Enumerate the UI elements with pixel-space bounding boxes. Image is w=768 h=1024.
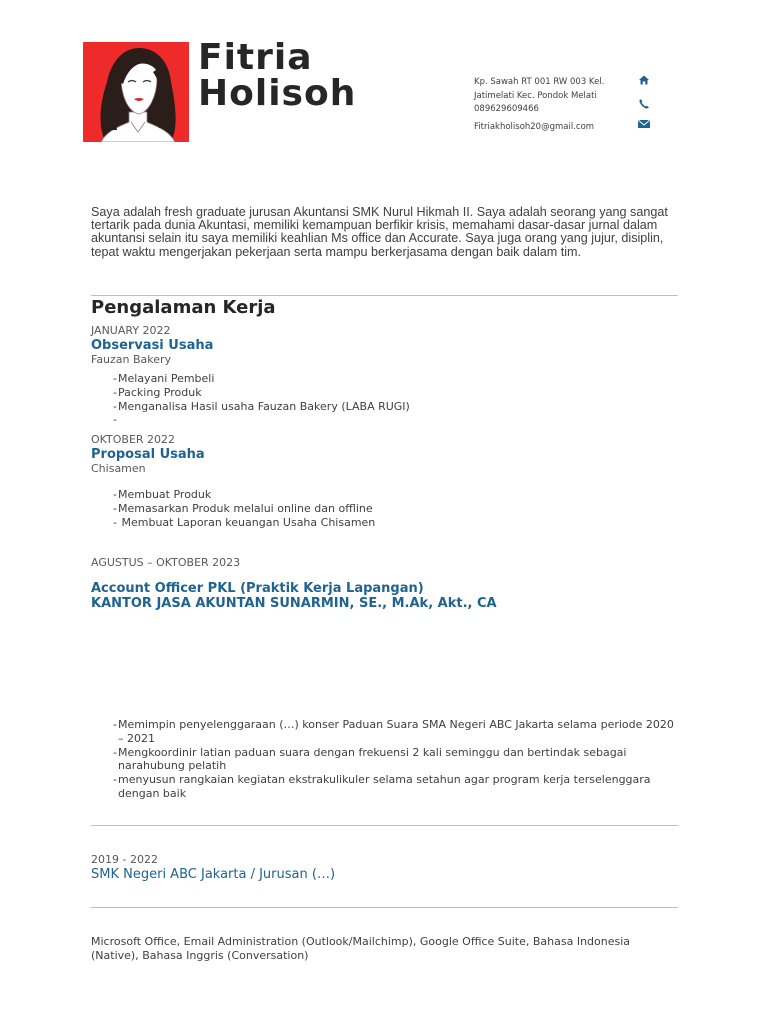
- job-duties-list: [91, 488, 375, 529]
- job-company: Fauzan Bakery: [91, 353, 172, 366]
- job-date: AGUSTUS – OKTOBER 2023: [91, 556, 241, 569]
- job-title: Account Officer PKL (Praktik Kerja Lapangan): [91, 581, 424, 596]
- home-icon: [637, 72, 651, 86]
- profile-photo: [83, 42, 189, 142]
- first-name: Fitria: [198, 37, 313, 78]
- last-name: Holisoh: [198, 73, 357, 114]
- portrait-illustration: [83, 42, 189, 142]
- skills-text: Microsoft Office, Email Administration (Outlook/Mailchimp), Google Office Suite, Bahasa Indonesia (Native), Bahasa Inggris (Conversation): [91, 935, 631, 962]
- job-title: Proposal Usaha: [91, 447, 205, 462]
- job-duties-list: [91, 372, 410, 427]
- job-company: KANTOR JASA AKUNTAN SUNARMIN, SE., M.Ak, Akt., CA: [91, 596, 497, 611]
- section-divider: [91, 825, 678, 826]
- job-duties-list: [91, 718, 676, 801]
- list-item: - Membuat Laporan keuangan Usaha Chisamen: [91, 516, 375, 530]
- education-school: SMK Negeri ABC Jakarta / Jurusan (…): [91, 867, 336, 882]
- section-divider: [91, 295, 678, 296]
- list-item: - Mengkoordinir latian paduan suara dengan frekuensi 2 kali seminggu dan bertindak sebagai narahubung pelatih: [91, 746, 676, 774]
- list-item: - menyusun rangkaian kegiatan ekstrakulikuler selama setahun agar program kerja terselenggara dengan baik: [91, 773, 676, 801]
- job-date: OKTOBER 2022: [91, 433, 176, 446]
- address-block: [474, 76, 604, 117]
- list-item: - Memimpin penyelenggaraan (…) konser Paduan Suara SMA Negeri ABC Jakarta selama periode 2020 – 2021: [91, 718, 676, 746]
- list-item: - Melayani Pembeli: [91, 372, 410, 386]
- list-item: - Menganalisa Hasil usaha Fauzan Bakery (LABA RUGI): [91, 400, 410, 414]
- profile-summary: Saya adalah fresh graduate jurusan Akuntansi SMK Nurul Hikmah II. Saya adalah seorang yang sangat tertarik pada dunia Akuntasi, memiliki kemampuan berfikir krisis, memahami dasar-dasar jurnal dalam akuntansi selain itu saya memiliki keahlian Ms office dan Accurate. Saya juga orang yang jujur, disiplin, tepat waktu mengerjakan pekerjaan serta mampu berkerjasama dengan baik dalam tim.: [91, 205, 668, 259]
- phone-icon: [637, 96, 651, 110]
- email-address: Fitriakholisoh20@gmail.com: [474, 122, 595, 132]
- education-date: 2019 - 2022: [91, 853, 158, 866]
- phone-number: 089629609466: [474, 104, 539, 114]
- job-company: Chisamen: [91, 462, 146, 475]
- section-divider: [91, 907, 678, 908]
- list-item: [91, 413, 410, 427]
- list-item: - Membuat Produk: [91, 488, 375, 502]
- job-title: Observasi Usaha: [91, 338, 214, 353]
- candidate-name: [198, 37, 357, 114]
- list-item: - Memasarkan Produk melalui online dan offline: [91, 502, 375, 516]
- experience-heading: Pengalaman Kerja: [91, 297, 276, 318]
- list-item: - Packing Produk: [91, 386, 410, 400]
- email-icon: [637, 116, 651, 130]
- address-line-2: Jatimelati Kec. Pondok Melati: [474, 90, 597, 101]
- job-date: JANUARY 2022: [91, 324, 171, 337]
- address-line-1: Kp. Sawah RT 001 RW 003 Kel.: [474, 77, 605, 87]
